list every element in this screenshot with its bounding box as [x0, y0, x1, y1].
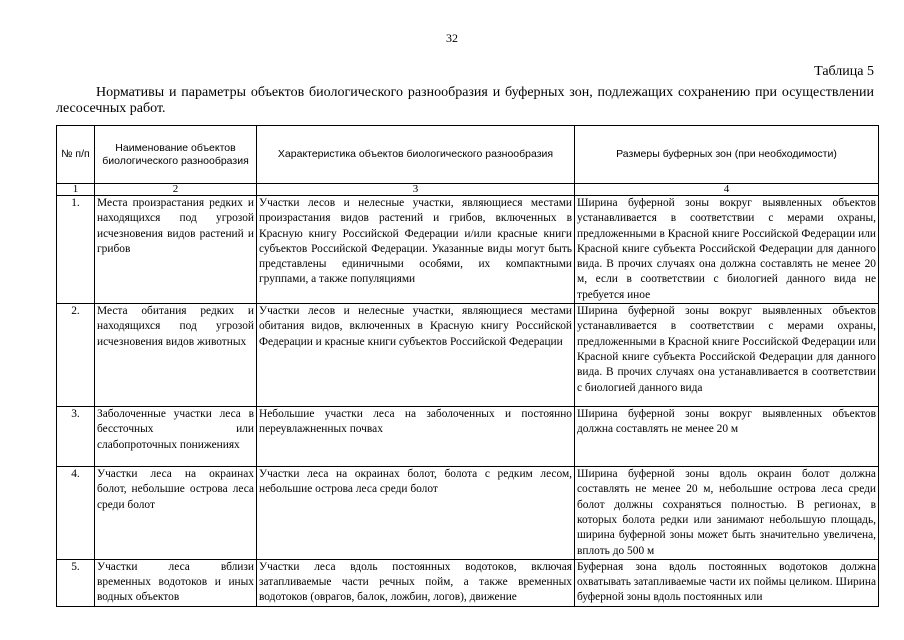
column-number: 1: [57, 184, 95, 196]
table-row: [57, 467, 879, 560]
object-characteristics: Участки леса вдоль постоянных водотоков, включая затапливаемые части речных пойм, а также временных водотоков (оврагов, балок, ложбин, логов), движение: [257, 559, 575, 606]
buffer-size: Ширина буферной зоны вокруг выявленных объектов устанавливается в соответствии с мерами охраны, предложенными в Красной книге Российской Федерации или Красной книге субъекта Российской Федерации для данного вида. В прочих случаях она должна составлять не менее 20 м, если в соответствии с биологией данного вида не требуется иное: [575, 196, 879, 304]
buffer-size: Ширина буферной зоны вдоль окраин болот должна составлять не менее 20 м, небольшие острова леса среди болот должны сохраняться полностью. В регионах, в которых болота редки или занимают небольшую площадь, ширина буферной зоны может быть значительно увеличена, вплоть до 500 м: [575, 467, 879, 560]
column-number: 2: [95, 184, 257, 196]
object-characteristics: Участки лесов и нелесные участки, являющиеся местами произрастания видов растений и грибов, включенных в Красную книгу Российской Федерации и/или красные книги субъектов Российской Федерации. Указанные виды могут быть представлены единичными особями, их компактными группами, а также популяциями: [257, 196, 575, 304]
norms-table: [56, 125, 879, 607]
table-row: [57, 407, 879, 467]
object-characteristics: Участки лесов и нелесные участки, являющиеся местами обитания видов, включенных в Красную книгу Российской Федерации и красные книги субъектов Российской Федерации: [257, 304, 575, 407]
column-number: 4: [575, 184, 879, 196]
row-number: 2.: [57, 304, 95, 407]
table-row: [57, 559, 879, 606]
row-number: 1.: [57, 196, 95, 304]
object-name: Заболоченные участки леса в бессточных или слабопроточных понижениях: [95, 407, 257, 467]
header-number: № п/п: [57, 126, 95, 184]
buffer-size: Ширина буферной зоны вокруг выявленных объектов устанавливается в соответствии с мерами охраны, предложенными в Красной книге Российской Федерации или Красной книге субъекта Российской Федерации для данного вида. В прочих случаях она устанавливается в соответствии с биологией данного вида: [575, 304, 879, 407]
object-characteristics: Участки леса на окраинах болот, болота с редким лесом, небольшие острова леса среди болот: [257, 467, 575, 560]
table-header-row: [57, 126, 879, 184]
document-title: Нормативы и параметры объектов биологического разнообразия и буферных зон, подлежащих сохранению при осуществлении лесосечных работ.: [56, 85, 874, 116]
row-number: 5.: [57, 559, 95, 606]
header-characteristics: Характеристика объектов биологического разнообразия: [257, 126, 575, 184]
buffer-size: Буферная зона вдоль постоянных водотоков должна охватывать затапливаемые части их поймы целиком. Ширина буферной зоны вдоль постоянных или: [575, 559, 879, 606]
column-number-row: [57, 184, 879, 196]
table-row: [57, 196, 879, 304]
object-name: Участки леса на окраинах болот, небольшие острова леса среди болот: [95, 467, 257, 560]
object-characteristics: Небольшие участки леса на заболоченных и постоянно переувлажненных почвах: [257, 407, 575, 467]
header-object-name: Наименование объектов биологического разнообразия: [95, 126, 257, 184]
page-number: 32: [446, 31, 458, 45]
column-number: 3: [257, 184, 575, 196]
buffer-size: Ширина буферной зоны вокруг выявленных объектов должна составлять не менее 20 м: [575, 407, 879, 467]
object-name: Места произрастания редких и находящихся под угрозой исчезновения видов растений и грибов: [95, 196, 257, 304]
table-row: [57, 304, 879, 407]
row-number: 3.: [57, 407, 95, 467]
object-name: Участки леса вблизи временных водотоков и иных водных объектов: [95, 559, 257, 606]
header-buffer-size: Размеры буферных зон (при необходимости): [575, 126, 879, 184]
object-name: Места обитания редких и находящихся под угрозой исчезновения видов животных: [95, 304, 257, 407]
table-caption: Таблица 5: [814, 64, 874, 79]
row-number: 4.: [57, 467, 95, 560]
